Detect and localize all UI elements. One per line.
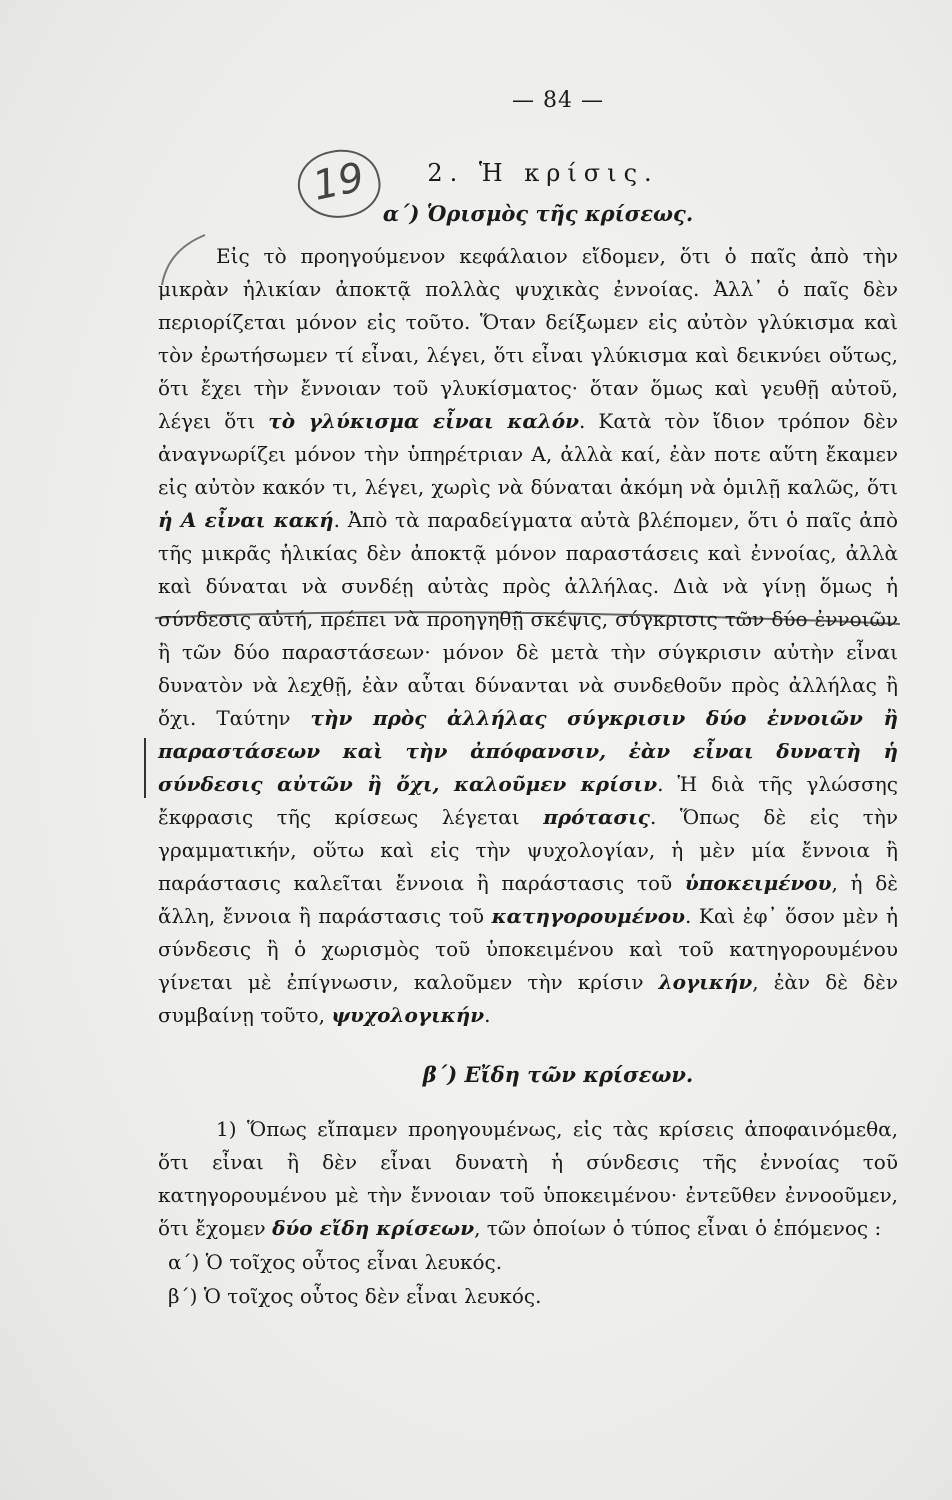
text-run: Εἰς τὸ προηγούμενον κεφάλαιον εἴδομεν, ὅτι ὁ παῖς ἀπὸ τὴν μικρὰν ἡλικίαν ἀποκτᾷ πολλὰς ψυχικὰς ἐννοίας. Ἀλλ᾽ ὁ παῖς δὲν περιορίζεται μόνον εἰς τοῦτο. Ὅταν δείξωμεν εἰς αὐτὸν γλύκισμα καὶ τὸν ἐρωτήσωμεν τί εἶναι, λέγει, ὅτι εἶναι γλύκισμα καὶ δεικνύει οὕτως, ὅτι ἔχει τὴν ἔννοιαν τοῦ γλυκίσματος· ὅταν ὅμως καὶ γευθῇ αὐτοῦ, λέγει ὅτι <box>158 244 898 433</box>
handwritten-circled-mark: 19 <box>292 142 386 226</box>
emphasized-term: τὴν πρὸς ἀλλήλας σύγκρισιν δύο ἐννοιῶν ἢ παραστάσεων καὶ τὴν ἀπόφανσιν, ἐὰν εἶναι δυνατὴ ἡ σύνδεσις αὐτῶν ἢ ὄχι, καλοῦμεν κρίσιν <box>158 706 898 796</box>
text-run: 1) Ὅπως εἴπαμεν προηγουμένως, εἰς τὰς κρίσεις ἀποφαινόμεθα, ὅτι εἶναι ἢ δὲν εἶναι δυνατὴ ἡ σύνδεσις τῆς ἐννοίας τοῦ κατηγορουμένου μὲ τὴν ἔννοιαν τοῦ ὑποκειμένου· ἐντεῦθεν ἐννοοῦμεν, ὅτι ἔχομεν <box>158 1117 898 1240</box>
margin-line-mark <box>144 738 146 798</box>
example-sentence: β΄) Ὁ τοῖχος οὗτος δὲν εἶναι λευκός. <box>168 1284 542 1308</box>
section-heading-types: β΄) Εἴδη τῶν κρίσεων. <box>422 1062 694 1087</box>
text-run: , τῶν ὁποίων ὁ τύπος εἶναι ὁ ἑπόμενος : <box>474 1216 882 1240</box>
text-run: . Ἡ διὰ τῆς γλώσσης ἔκφρασις τῆς κρίσεως λέγεται <box>158 772 898 829</box>
text-run: , ἡ δὲ ἄλλη, ἔννοια ἢ παράστασις τοῦ <box>158 871 898 928</box>
emphasized-term: πρότασις <box>543 805 650 829</box>
page-number: — 84 — <box>512 88 604 113</box>
paragraph-definition <box>158 240 898 1032</box>
emphasized-term: δύο εἴδη κρίσεων <box>272 1216 475 1240</box>
example-list <box>168 1245 898 1313</box>
text-run: . Κατὰ τὸν ἴδιον τρόπον δὲν ἀναγνωρίζει μόνον τὴν ὑπηρέτριαν Α, ἀλλὰ καί, ἐὰν ποτε αὕτη ἔκαμεν εἰς αὐτὸν κακόν τι, λέγει, χωρὶς νὰ δύναται ἀκόμη νὰ ὁμιλῇ καλῶς, ὅτι <box>158 409 899 499</box>
emphasized-term: ψυχολογικήν <box>331 1003 485 1027</box>
chapter-title: 2. Ἡ κρίσις. <box>427 159 659 187</box>
section-heading-definition: α΄) Ὁρισμὸς τῆς κρίσεως. <box>382 201 694 226</box>
page-content <box>158 88 898 1313</box>
paragraph-types <box>158 1113 898 1245</box>
text-run: . Καὶ ἐφ᾽ ὅσον μὲν ἡ σύνδεσις ἢ ὁ χωρισμὸς τοῦ ὑποκειμένου καὶ τοῦ κατηγορουμένου γίνεται μὲ ἐπίγνωσιν, καλοῦμεν τὴν κρίσιν <box>158 904 898 994</box>
text-run: . Ὅπως δὲ εἰς τὴν γραμματικήν, οὕτω καὶ εἰς τὴν ψυχολογίαν, ἡ μὲν μία ἔννοια ἢ παράστασις καλεῖται ἔννοια ἢ παράστασις τοῦ <box>158 805 898 895</box>
emphasized-term: κατηγορουμένου <box>491 904 685 928</box>
text-run: . <box>484 1003 491 1027</box>
text-run: . Ἀπὸ τὰ παραδείγματα αὐτὰ βλέπομεν, ὅτι ὁ παῖς ἀπὸ τῆς μικρᾶς ἡλικίας δὲν ἀποκτᾷ μόνον παραστάσεις καὶ ἐννοίας, ἀλλὰ καὶ δύναται νὰ συνδέῃ αὐτὰς πρὸς ἀλλήλας. Διὰ νὰ γίνῃ ὅμως ἡ σύνδεσις αὐτή, πρέπει νὰ προηγηθῇ σκέψις, σύγκρισις τῶν δύο ἐννοιῶν ἢ τῶν δύο παραστάσεων· μόνον δὲ μετὰ τὴν σύγκρισιν αὐτὴν εἶναι δυνατὸν νὰ λεχθῇ, ἐὰν αὗται δύνανται νὰ συνδεθοῦν πρὸς ἀλλήλας ἢ ὄχι. Ταύτην <box>158 508 898 730</box>
emphasized-term: ὑποκειμένου <box>684 871 832 895</box>
emphasized-term: λογικήν <box>658 970 753 994</box>
emphasized-term: τὸ γλύκισμα εἶναι καλόν <box>268 409 580 433</box>
example-sentence: α΄) Ὁ τοῖχος οὗτος εἶναι λευκός. <box>168 1250 503 1274</box>
emphasized-term: ἡ Α εἶναι κακή <box>158 508 334 532</box>
text-run: , ἐὰν δὲ δὲν συμβαίνῃ τοῦτο, <box>158 970 899 1027</box>
